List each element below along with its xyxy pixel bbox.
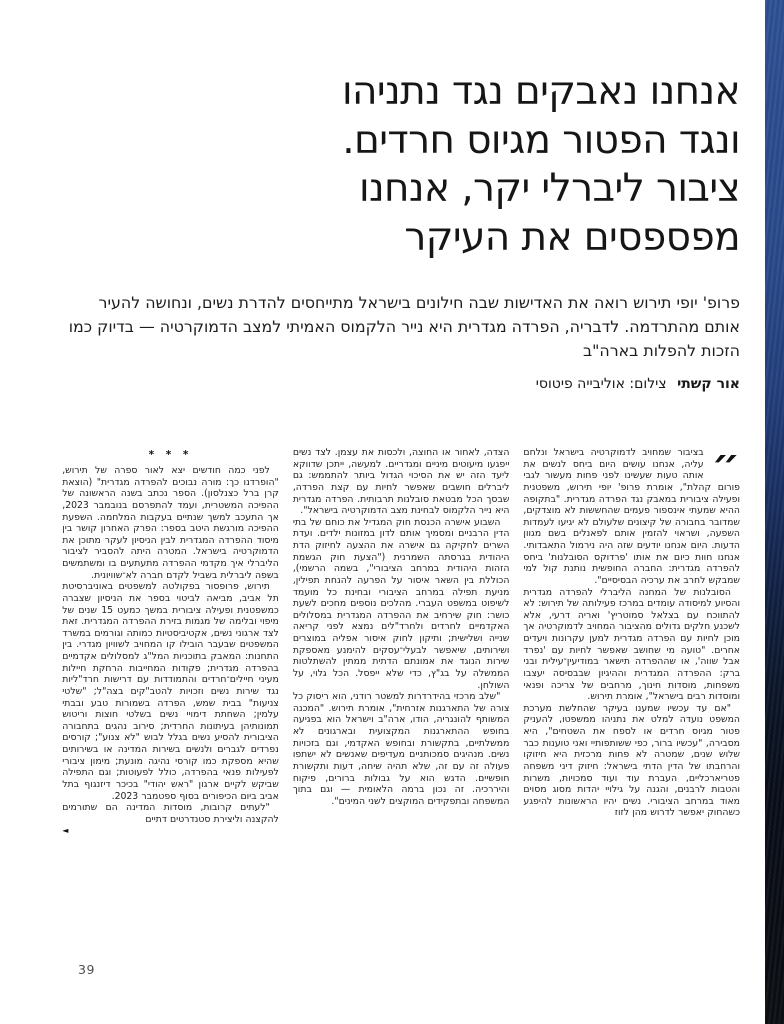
paragraph: "שלב מרכזי בהידרדרות למשטר רודני, הוא ריסוק כל צורה של התארגנות אזרחית", אומרת תירוש. "המכנה המשותף להונגריה, הודו, ארה"ב וישראל הוא בפגיעה בחופש ההתארגנות המקצועית ובארגונים לא ממשלתיים, בתקשורת ובחופש האקדמי, וגם בזכויות נשים. מנהיגים סמכותניים מעדיפים שאנשים לא ישתפו פעולה זה עם זה, שלא תהיה שיחה, דעות ותקשורת חופשיים. הדגש הוא על גבולות ברורים, פיקוח והיררכיה. זה נכון ברמה הלאומית — וגם בתוך המשפחה ובתפקידים המוקצים לשני המינים". <box>292 691 510 807</box>
headline <box>62 68 740 262</box>
paragraph: "אם עד עכשיו שמענו בעיקר שהחלשת מערכת המשפט נועדה למלט את נתניהו ממשפטו, להעניק פטור מגיוס חרדים או לספח את השטחים", היא מסבירה, "עכשיו ברור, כפי ששותפותיי ואני טוענות כבר שלוש שנים, שמטרה לא פחות מרכזית היא חיזוקו והרחבתו של הדין הדתי בישראל: חיזוק דיני משפחה פטריארכליים, העברת עוד ועוד סמכויות, משרות והטבות לרבנים, והגנה על גילויי יהדות מסוג מסוים מאוד במרחב הציבורי. נשים יהיו הראשונות להיפגע כשהחוק יאפשר לדרוש מהן לזוז <box>523 702 740 819</box>
byline <box>62 376 740 392</box>
headline-line-2: ונגד הפטור מגיוס חרדים. <box>342 117 740 163</box>
photo-edge-strip <box>765 0 784 1024</box>
paragraph: תירוש, פרופסור בפקולטה למשפטים באוניברסיטת תל אביב, מביאה לביטוי בספר את הניסיון שצברה כמשפטנית ופעילה ציבורית במשך כמעט 15 שנים של מיפוי ובלימה של מגמות בזירת ההפרדה המגדרית. זאת לצד ארגוני נשים, אקטיביסטיות כמותה וגורמים במשרד המשפטים שבעבר הובילו קו המחויב לשוויון מגדרי. בין התחנות: המאבק בתוכניות המל"ג למסלולים אקדמיים בהפרדה מגדרית; פקודות המחייבות הרחקת חיילות מעיני חיילים־חרדים והתמודדות עם דרישות חרד"ליות נגד שירות נשים וזכויות להטב"קים בצה"ל; "שלטי צניעות" בבית שמש, הפרדה בשמורות טבע ובבתי עלמין; השחתת דימויי נשים בשלטי חוצות וריטוש תמונותיהן בעיתונות החרדית; סירוב נהגים בתחבורה הציבורית להסיע נשים בגלל לבוש "לא צנוע"; קורסים נפרדים לגברים ולנשים בשירות המדינה או בשירותים שהיא מספקת כמו קורסי נהיגה מונעת; מימון ציבורי לפעילות פנאי בהפרדה, כולל לפעוטות; וגם התפילה שביקש לקיים ארגון "ראש יהודי" בכיכר דיזנגוף בתל אביב ביום הכיפורים בסוף ספטמבר 2023. <box>62 581 279 802</box>
paragraph <box>523 441 740 587</box>
paragraph-text: בציבור שמחויב לדמוקרטיה בישראל ונלחם עליה, אנחנו עושים היום ביחס לנשים את אותה טעות שעשינו לפני פחות מעשור לגבי פורום קהלת", אומרת פרופ' יופי תירוש, משפטנית ופעילה ציבורית במאבק נגד הפרדה מגדרית. "בתקופה ההיא שמעתי אינספור פעמים שהחששות לא מוצדקים, שמדובר בחבורה של קיצונים שלעולם לא יגיעו לעמדות השפעה, ושראוי להזמין אותם לפאנלים בשם מגוון הדעות. היום אנחנו יודעים שזה היה נירמול התאבדותי. אנחנו חוות כיום את אותו 'פרדוקס הסובלנות' ביחס להפרדה מגדרית: החברה החופשית נותנת קול למי שמבקש לחרב את ערכיה הבסיסיים". <box>523 447 740 586</box>
byline-photo-credit: צילום: אוליבייה פיטוסי <box>535 376 667 392</box>
paragraph: השבוע אישרה הכנסת חוק המגדיל את כוחם של בתי הדין הרבניים ומסמיך אותם לדון במזונות ילדים. ועדת השרים לחקיקה גם אישרה את ההצעה לחיזוק הדת היהודית בגרסתה השמרנית ("הצעת חוק הגשמת הזהות היהודית במרחב הציבורי", בשמה הרשמי), הכוללת בין השאר איסור על הפרעה להנחת תפילין, מניעת תפילה במרחב הציבורי ובחינת כל מועמד לשיפוט במשפט העברי. מהלכים נוספים מחכים לשעת כושר: חוק שירחיב את ההפרדה המגדרית במסלולים האקדמיים לחרדים ולחרד"לים נמצא לפני קריאה שנייה ושלישית; ותיקון לחוק איסור אפליה במוצרים ושירותים, שיאפשר לבעלי־עסקים להימנע מאספקת שירות הנוגד את אמונתם הדתית ממתין להשתלטות הממשלה על בג"ץ, כדי שלא ייפסל. הכל גלוי, על השולחן. <box>292 516 510 691</box>
headline-line-3: ציבור ליברלי יקר, אנחנו <box>359 166 740 211</box>
paragraph: הסובלנות של המחנה הליברלי להפרדה מגדרית והסיוע למיסודה עומדים במרכז פעילותה של תירוש: לא להתווכח עם בצלאל סמוטריץ' ואריה דרעי, אלא לשכנע חלקים גדולים מהציבור המחויב לדמוקרטיה אך מוכן לחיות עם הפרדה מגדרית למען עקרונות ויעדים אחרים. "טועה מי שחושב שאפשר לחיות עם 'נפרד אבל שווה', או שההפרדה תישאר במודיעין־עילית ובני ברק: ההפרדה המגדרית וההיגיון שבבסיסה יעצבו משפחות, מוסדות חינוך, מרחבים של צריכה ופנאי ומוסדות רבים בישראל", אומרת תירוש. <box>523 586 740 703</box>
opening-quote-mark: ״ <box>711 441 740 487</box>
page-number: 39 <box>78 962 95 977</box>
byline-author: אור קשתי <box>677 376 740 392</box>
headline-line-4: מפספסים את העיקר <box>404 214 740 260</box>
subhead: פרופ' יופי תירוש רואה את האדישות שבה חילונים בישראל מתייחסים להדרת נשים, ונחושה להעיר אותם מהתרדמה. לדבריה, הפרדה מגדרית היא נייר הלקמוס האמיתי למצב הדמוקרטיה — בדיוק כמו הזכות להפלות בארה"ב <box>68 293 740 360</box>
paragraph: הצדה, לאחור או החוצה, ולכסות את עצמן. לצד נשים ייפגעו מיעוטים מיניים ומגדריים. למעשה, ייתכן שדווקא ליעד הזה יש את הסיכוי הגדול ביותר להתממש: גם ליברלים חושבים שאפשר לחיות עם קצת הפרדה, שבסך הכל מבטאת סובלנות תרבותית. הפרדה מגדרית היא נייר הלקמוס לבחינת מצב הדמוקרטיה בישראל". <box>292 447 510 517</box>
paragraph: "לעתים קרובות, מוסדות המדינה הם שתורמים להקצנה וליצירת סטנדרטים דתיים <box>62 802 279 825</box>
column-1 <box>523 441 740 836</box>
body-columns <box>62 441 740 836</box>
headline-line-1: אנחנו נאבקים נגד נתניהו <box>342 69 740 114</box>
column-2 <box>293 447 510 836</box>
continuation-arrow-icon: ◄ <box>62 826 69 836</box>
column-3 <box>62 447 279 836</box>
section-break: * * * <box>148 449 193 461</box>
paragraph: לפני כמה חודשים יצא לאור ספרה של תירוש, "הופרדנו כך: מורה נבוכים להפרדה מגדרית" (הוצאת קרן ברל כצנלסון). הספר נכתב בשנה הראשונה של ההפיכה המשטרית, ועמד להתפרסם בנובמבר 2023, אך התעכב למשך שנתיים בעקבות המלחמה. השפעת ההפיכה מורגשת היטב בספר: הפרק האחרון קושר בין מיסוד ההפרדה המגדרית לבין הניסיון לעקר מתוכן את הדמוקרטיה בישראל. המטרה היתה להסביר לציבור הליברלי איך מקדמי ההפרדה מתעתעים בו ומשתמשים בשפה ליברלית בשביל לקדם חברה לא־שוויונית. <box>62 465 279 581</box>
